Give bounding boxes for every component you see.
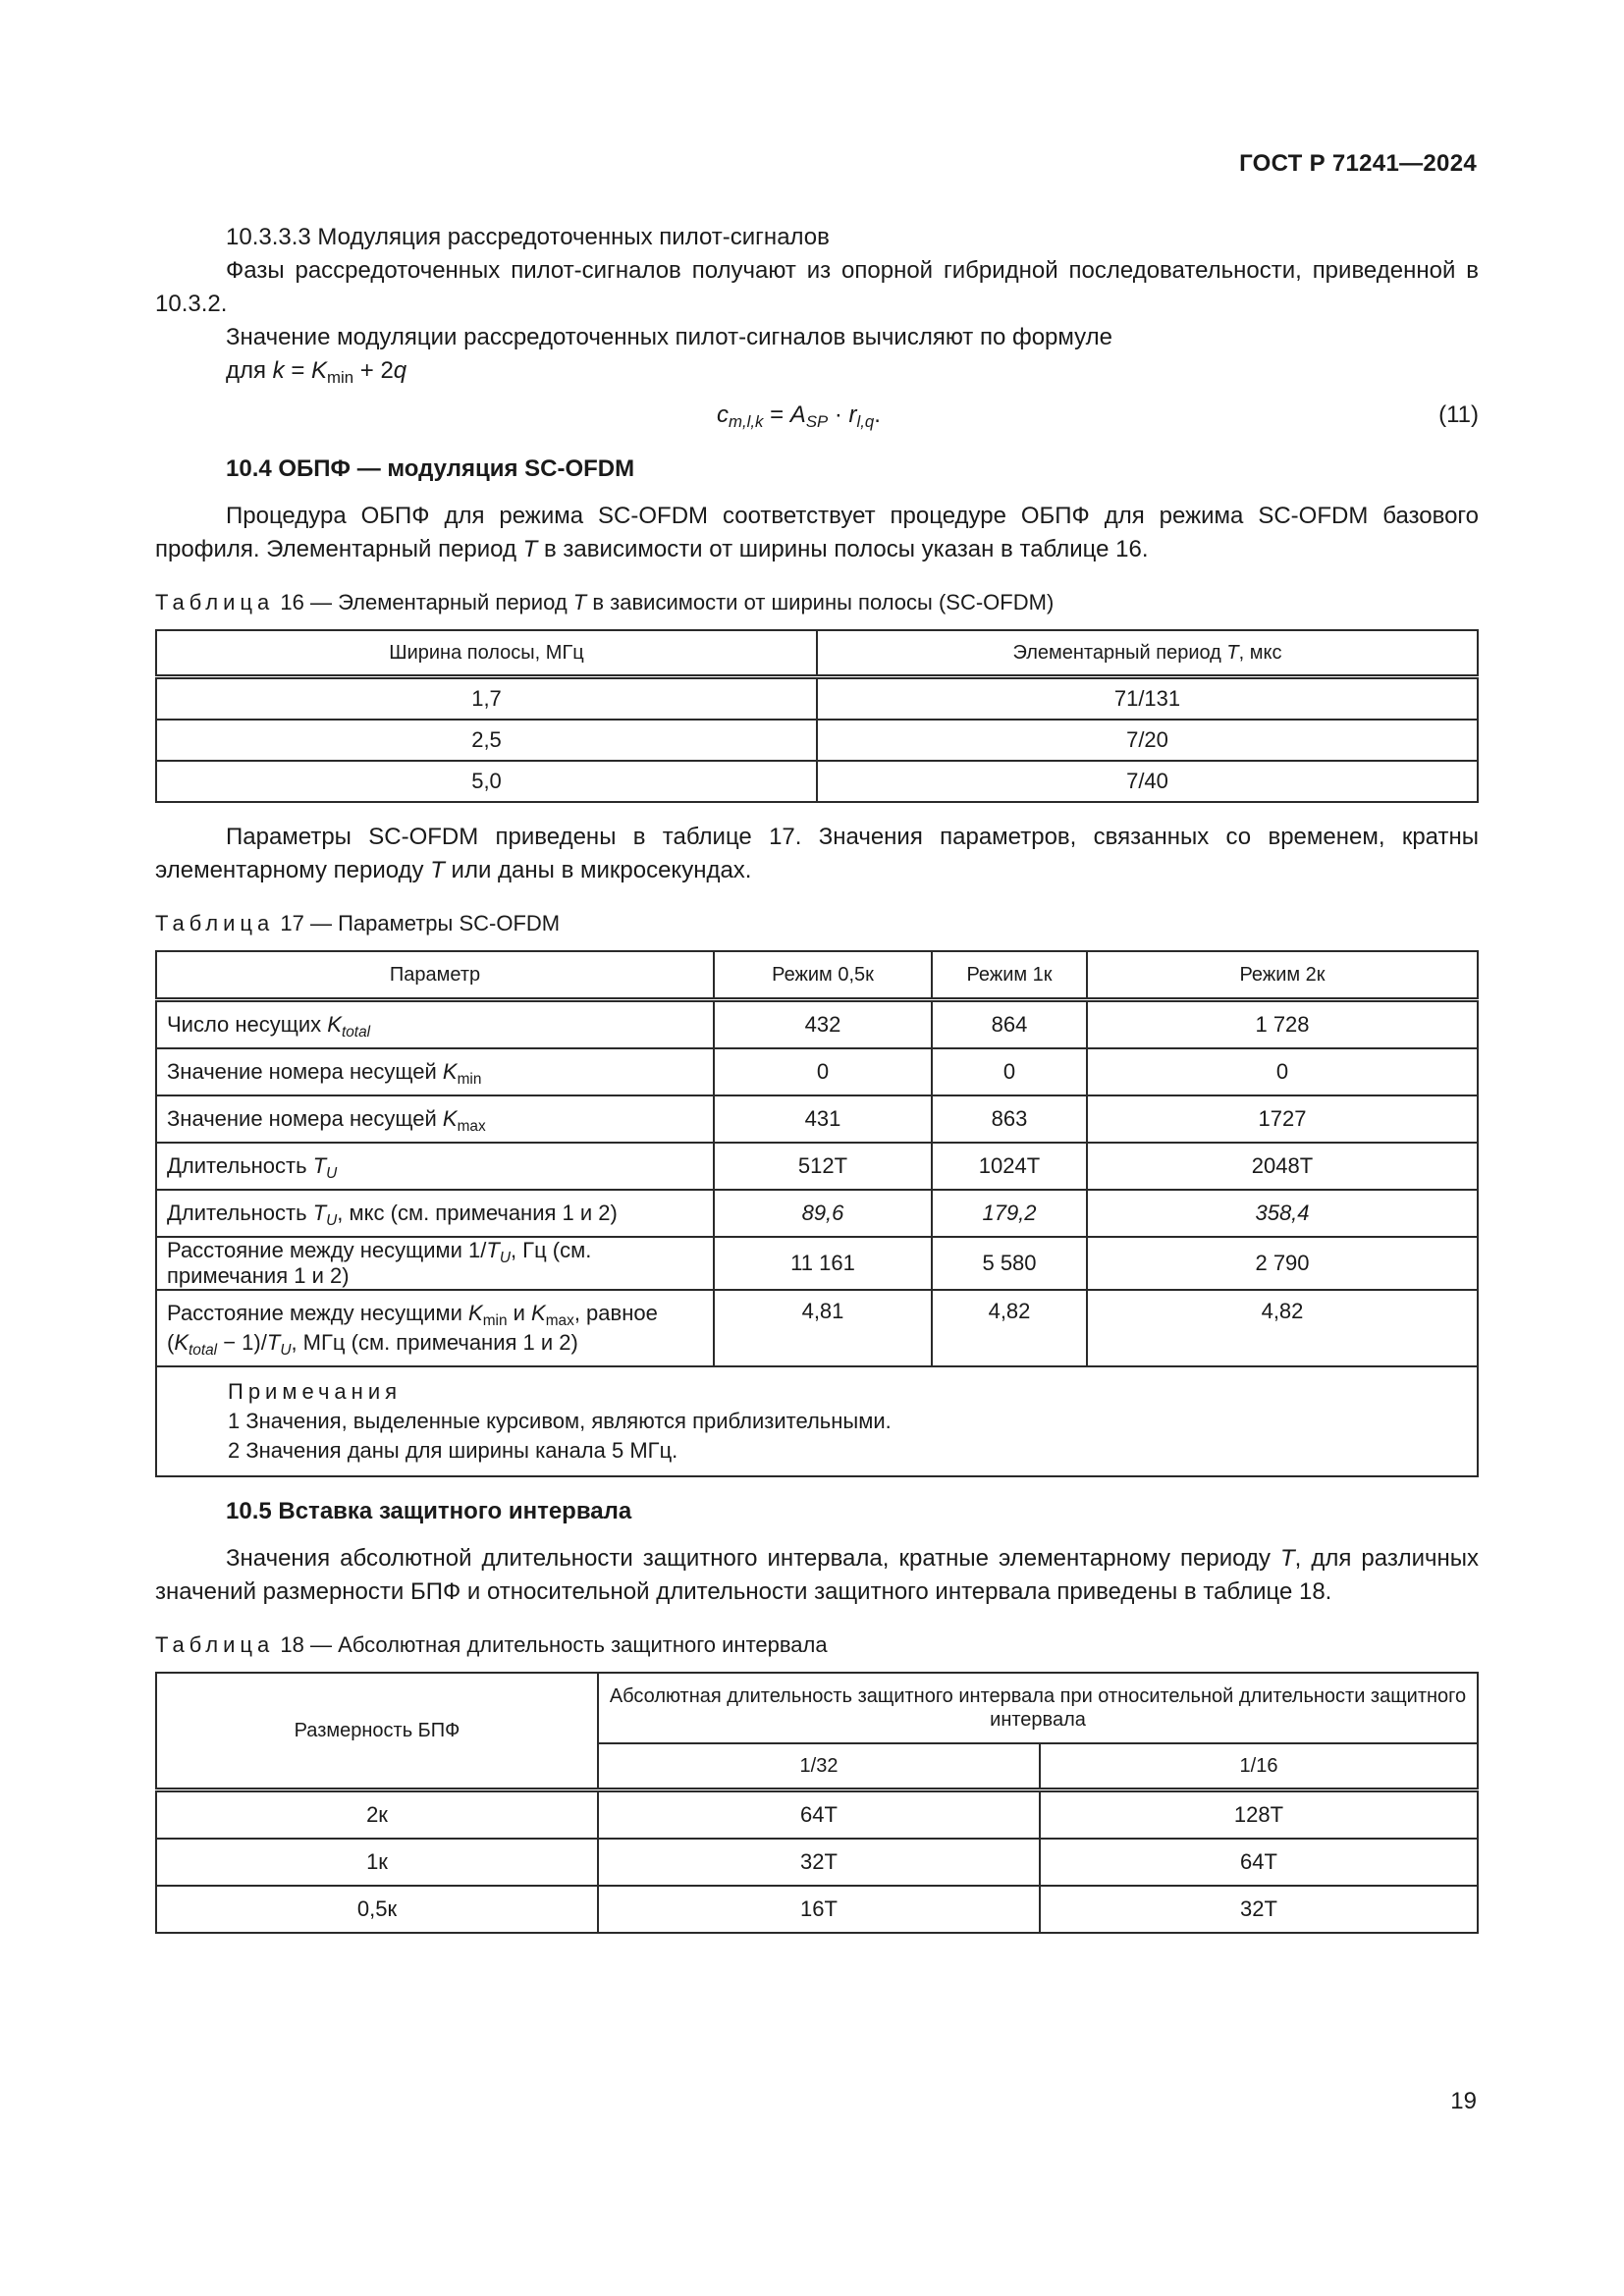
cell-value: 2048T [1087,1143,1478,1190]
table-row [156,1000,1478,1049]
table-row [156,1790,1478,1840]
paragraph-obpf-procedure: Процедура ОБПФ для режима SC-OFDM соответствует процедуре ОБПФ для режима SC-OFDM базового профиля. Элементарный период T в зависимости от ширины полосы указан в таблице 16. [155,503,1479,562]
cell-parameter: Длительность $T_U$, мкс (см. примечания 1 и 2) [156,1190,714,1237]
column-header-period: Элементарный период T, мкс [817,630,1478,677]
section-10-5-heading: 10.5 Вставка защитного интервала [226,1498,632,1524]
cell-parameter: Расстояние между несущими $K_{min}$ и $K_{max}$, равное $(K_{total} - 1)/T_U$, МГц (см. примечания 1 и 2) [156,1290,714,1366]
cell-bandwidth: 1,7 [156,677,817,721]
column-header-bandwidth: Ширина полосы, МГц [156,630,817,677]
column-header-mode-2k: Режим 2к [1087,951,1478,1000]
cell-value: 64T [1040,1839,1478,1886]
cell-bandwidth: 5,0 [156,761,817,802]
table-17-caption: Таблица 17 — Параметры SC-OFDM [155,911,561,935]
table-18-caption: Таблица 18 — Абсолютная длительность защитного интервала [155,1632,828,1657]
table-18 [155,1672,1479,1934]
paragraph-sc-ofdm-params: Параметры SC-OFDM приведены в таблице 17. Значения параметров, связанных со временем, кратны элементарному периоду T или даны в микросекундах. [155,824,1479,883]
cell-parameter: Число несущих $K_{total}$ [156,1000,714,1049]
cell-value: 11 161 [714,1237,932,1290]
formula-number: (11) [1438,401,1479,428]
table-16-caption: Таблица 16 — Элементарный период T в зависимости от ширины полосы (SC-OFDM) [155,590,1055,614]
section-10-3-3-3-title: 10.3.3.3 Модуляция рассредоточенных пилот-сигналов [226,224,830,250]
cell-value: 128T [1040,1790,1478,1840]
column-header-1-32: 1/32 [598,1743,1040,1790]
cell-value: 0 [1087,1048,1478,1095]
cell-value: 32T [598,1839,1040,1886]
table-row [156,1048,1478,1095]
cell-fft-size: 1к [156,1839,598,1886]
paragraph-pilot-modulation: Значение модуляции рассредоточенных пилот-сигналов вычисляют по формуле [226,324,1112,350]
cell-value: 0 [932,1048,1087,1095]
table-header-row [156,1673,1478,1743]
cell-parameter: Значение номера несущей $K_{min}$ [156,1048,714,1095]
cell-value: 64T [598,1790,1040,1840]
cell-value: 1727 [1087,1095,1478,1143]
table-row [156,1839,1478,1886]
column-header-absolute-duration: Абсолютная длительность защитного интервала при относительной длительности защитного интервала [598,1673,1478,1743]
table-row [156,761,1478,802]
section-10-4-heading: 10.4 ОБПФ — модуляция SC-OFDM [226,455,635,482]
notes-title: Примечания [228,1379,403,1404]
cell-value: 16T [598,1886,1040,1933]
cell-value: 4,82 [932,1290,1087,1366]
table-row [156,720,1478,761]
table-row [156,1237,1478,1290]
note-1: 1 Значения, выделенные курсивом, являются приблизительными. [228,1409,892,1433]
paragraph-guard-interval: Значения абсолютной длительности защитного интервала, кратные элементарному периоду T, для различных значений размерности БПФ и относительной длительности защитного интервала приведены в таблице 18. [155,1545,1480,1605]
table-notes [156,1366,1478,1476]
cell-value: 431 [714,1095,932,1143]
table-row [156,1886,1478,1933]
column-header-fft-size: Размерность БПФ [156,1673,598,1790]
cell-value-approximate: 89,6 [714,1190,932,1237]
formula-11 [155,401,1479,445]
cell-value-approximate: 179,2 [932,1190,1087,1237]
cell-value: 4,81 [714,1290,932,1366]
cell-period: 7/40 [817,761,1478,802]
cell-value: 2 790 [1087,1237,1478,1290]
column-header-1-16: 1/16 [1040,1743,1478,1790]
cell-value-approximate: 358,4 [1087,1190,1478,1237]
page-content [155,221,1479,1934]
table-row [156,677,1478,721]
table-16 [155,629,1479,803]
paragraph-pilot-phases: Фазы рассредоточенных пилот-сигналов получают из опорной гибридной последовательности, приведенной в 10.3.2. [155,257,1479,317]
cell-value: 32T [1040,1886,1478,1933]
cell-bandwidth: 2,5 [156,720,817,761]
cell-fft-size: 0,5к [156,1886,598,1933]
cell-value: 432 [714,1000,932,1049]
cell-value: 0 [714,1048,932,1095]
cell-value: 4,82 [1087,1290,1478,1366]
page-header-standard-number: ГОСТ Р 71241—2024 [1239,150,1477,177]
column-header-mode-1k: Режим 1к [932,951,1087,1000]
cell-value: 1024T [932,1143,1087,1190]
cell-parameter: Длительность $T_U$ [156,1143,714,1190]
cell-value: 512T [714,1143,932,1190]
cell-value: 5 580 [932,1237,1087,1290]
table-header-row [156,630,1478,677]
table-17 [155,950,1479,1477]
formula-expression: $c_{m,l,k} = A_{SP} \cdot r_{l,q}$. [717,401,881,431]
cell-parameter: Значение номера несущей $K_{max}$ [156,1095,714,1143]
column-header-mode-05k: Режим 0,5к [714,951,932,1000]
note-2: 2 Значения даны для ширины канала 5 МГц. [228,1438,678,1463]
paragraph-condition: для $k = K_{min} + 2q$ [226,357,407,387]
cell-value: 864 [932,1000,1087,1049]
cell-value: 1 728 [1087,1000,1478,1049]
column-header-parameter: Параметр [156,951,714,1000]
table-row [156,1143,1478,1190]
cell-period: 71/131 [817,677,1478,721]
cell-value: 863 [932,1095,1087,1143]
table-notes-row [156,1366,1478,1476]
cell-fft-size: 2к [156,1790,598,1840]
table-header-row [156,951,1478,1000]
table-row [156,1095,1478,1143]
table-row [156,1190,1478,1237]
cell-period: 7/20 [817,720,1478,761]
page-number: 19 [1450,2088,1477,2114]
cell-parameter: Расстояние между несущими $1/T_U$, Гц (см. примечания 1 и 2) [156,1237,714,1290]
table-row [156,1290,1478,1366]
